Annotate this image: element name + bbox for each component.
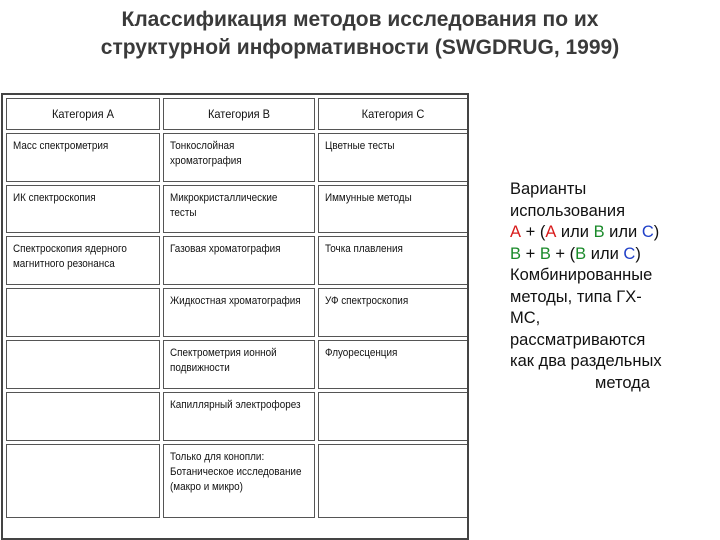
table-row — [6, 133, 468, 182]
cell-category-b: Тонкослойная хроматография — [163, 133, 315, 182]
slide-title — [20, 6, 700, 62]
cell-category-c: Точка плавления — [318, 236, 468, 285]
header-category-b: Категория В — [163, 98, 315, 130]
variants-line: Варианты — [510, 180, 587, 198]
variants-line: метода — [595, 373, 650, 392]
table-row — [6, 340, 468, 389]
title-line-1: Классификация методов исследования по их — [121, 8, 599, 31]
formula-a-combination: А + (А или В или С) — [510, 223, 660, 241]
cell-category-a — [6, 444, 160, 518]
formula-b-combination: В + В + (В или С) — [510, 244, 641, 263]
cell-category-b: Спектрометрия ионной подвижности — [163, 340, 315, 389]
cell-category-c: УФ спектроскопия — [318, 288, 468, 337]
cell-category-c — [318, 392, 468, 441]
table-row — [6, 236, 468, 285]
variants-line: как два раздельных — [510, 352, 662, 370]
variants-line: рассматриваются — [510, 330, 646, 349]
methods-table — [3, 95, 469, 521]
variants-line: использования — [510, 201, 626, 220]
cell-category-a — [6, 288, 160, 337]
cell-category-b: Жидкостная хроматография — [163, 288, 315, 337]
table-row — [6, 288, 468, 337]
cell-category-a — [6, 392, 160, 441]
cell-category-a: Масс спектрометрия — [6, 133, 160, 182]
cell-category-c — [318, 444, 468, 518]
usage-variants-note — [510, 179, 710, 394]
table-row — [6, 444, 468, 518]
cell-category-a: Спектроскопия ядерного магнитного резонанса — [6, 236, 160, 285]
variants-line: методы, типа ГХ- — [510, 287, 642, 306]
cell-category-c: Флуоресценция — [318, 340, 468, 389]
cell-category-b: Микрокристаллические тесты — [163, 185, 315, 233]
cell-category-b: Газовая хроматография — [163, 236, 315, 285]
variants-line: Комбинированные — [510, 266, 653, 284]
cell-category-c: Цветные тесты — [318, 133, 468, 182]
title-line-2: структурной информативности (SWGDRUG, 1999) — [100, 36, 620, 59]
cell-category-a — [6, 340, 160, 389]
variants-line: МС, — [510, 309, 541, 327]
header-category-a: Категория А — [6, 98, 160, 130]
cell-category-c: Иммунные методы — [318, 185, 468, 233]
methods-table-frame — [1, 93, 469, 540]
header-category-c: Категория С — [318, 98, 468, 130]
table-row — [6, 392, 468, 441]
cell-category-b: Капиллярный электрофорез — [163, 392, 315, 441]
table-row — [6, 185, 468, 233]
cell-category-a: ИК спектроскопия — [6, 185, 160, 233]
table-header-row — [6, 98, 468, 130]
cell-category-b: Только для конопли: Ботаническое исследование (макро и микро) — [163, 444, 315, 518]
